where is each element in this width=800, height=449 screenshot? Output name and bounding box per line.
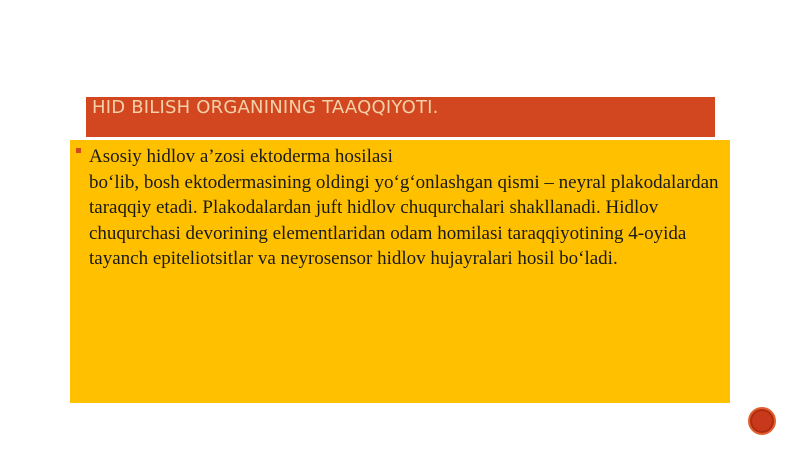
content-box	[70, 140, 730, 403]
title-bar	[86, 97, 715, 137]
slide-title: HID BILISH ORGANINING TAAQQIYOTI.	[92, 97, 439, 118]
body-text: Asosiy hidlov a’zosi ektoderma hosilasi bo‘lib, bosh ektodermasining oldingi yo‘g‘onlashgan qismi – neyral plakodalardan taraqqiy etadi. Plakodalardan juft hidlov chuqurchalari shakllanadi. Hidlov chuqurchasi devorining elementlaridan odam homilasi taraqqiyotining 4-oyida tayanch epiteliotsitlar va neyrosensor hidlov hujayralari hosil bo‘ladi.	[89, 146, 719, 270]
circle-nav-icon[interactable]	[748, 407, 776, 435]
square-bullet-icon	[76, 148, 81, 153]
